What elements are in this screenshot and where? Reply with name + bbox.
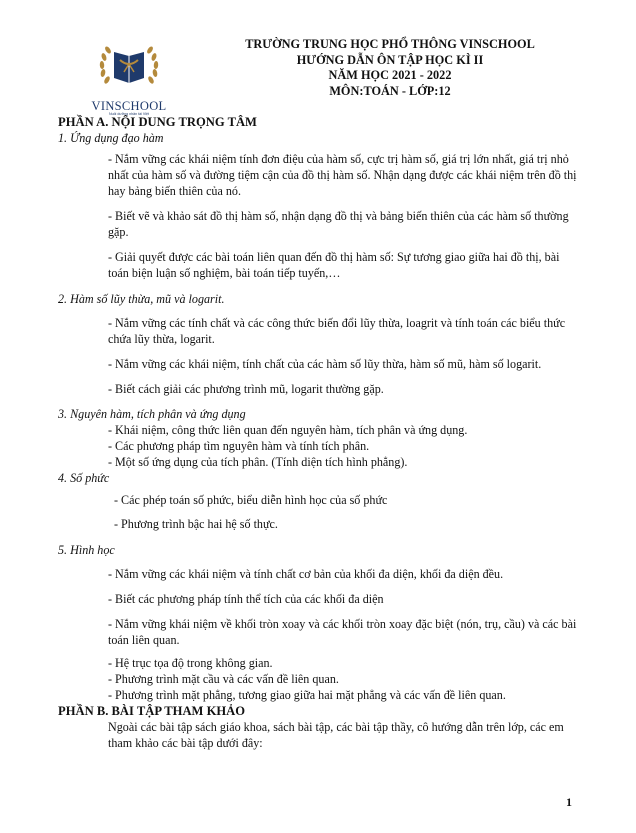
part-b-intro: Ngoài các bài tập sách giáo khoa, sách bài tập, các bài tập thầy, cô hướng dẫn trên lớp, các em tham khảo các bài tập dưới đây:	[108, 720, 564, 750]
list-item: - Nắm vững các khái niệm, tính chất của các hàm số lũy thừa, hàm số mũ, hàm số logarit.	[108, 357, 542, 371]
logo-text: VINSCHOOL	[91, 99, 167, 113]
list-item: - Biết các phương pháp tính thể tích của các khối đa diện	[108, 592, 384, 606]
list-item: - Biết vẽ và khảo sát đồ thị hàm số, nhận dạng đồ thị và bảng biến thiên của các hàm số thường gặp.	[108, 209, 569, 239]
list-item: - Phương trình bậc hai hệ số thực.	[114, 517, 278, 531]
list-item: - Nắm vững các tính chất và các công thức biến đổi lũy thừa, loagrit và tính toán các biểu thức chứa lũy thừa, logarit.	[108, 316, 566, 346]
section-title: 1. Ứng dụng đạo hàm	[58, 131, 164, 145]
logo-tagline: Nuôi dưỡng nhân tài Việt	[108, 112, 150, 116]
school-name: TRƯỜNG TRUNG HỌC PHỔ THÔNG VINSCHOOL	[245, 37, 535, 51]
part-a-title: PHẦN A. NỘI DUNG TRỌNG TÂM	[58, 115, 257, 129]
part-b-title: PHẦN B. BÀI TẬP THAM KHẢO	[58, 704, 246, 718]
list-item: - Một số ứng dụng của tích phân. (Tính diện tích hình phẳng).	[108, 455, 408, 469]
list-item: - Phương trình mặt cầu và các vấn đề liên quan.	[108, 672, 339, 686]
school-year: NĂM HỌC 2021 - 2022	[328, 68, 452, 82]
list-item: - Giải quyết được các bài toán liên quan đến đồ thị hàm số: Sự tương giao giữa hai đồ thị, bài toán biện luận số nghiệm, bài toán tiếp tuyến,…	[108, 250, 560, 280]
list-item: - Biết cách giải các phương trình mũ, logarit thường gặp.	[108, 382, 384, 396]
vinschool-crest-icon	[94, 38, 164, 106]
list-item: - Nắm vững khái niệm về khối tròn xoay và các khối tròn xoay đặc biệt (nón, trụ, cầu) và các bài toán liên quan.	[108, 617, 577, 647]
list-item: - Khái niệm, công thức liên quan đến nguyên hàm, tích phân và ứng dụng.	[108, 423, 468, 437]
subject-grade: MÔN:TOÁN - LỚP:12	[329, 83, 451, 98]
list-item: - Hệ trục tọa độ trong không gian.	[108, 656, 273, 670]
document-body	[58, 114, 583, 751]
vinschool-logo	[94, 38, 164, 106]
section-title: 4. Số phức	[58, 471, 110, 485]
list-item: - Nắm vững các khái niệm tính đơn điệu của hàm số, cực trị hàm số, giá trị lớn nhất, giá trị nhỏ nhất của hàm số và đường tiệm cận của đồ thị hàm số. Nhận dạng được các khái niệm trên đồ thị hay bảng biến thiên của nó.	[108, 152, 577, 198]
section-title: 2. Hàm số lũy thừa, mũ và logarit.	[58, 292, 225, 306]
list-item: - Phương trình mặt phẳng, tương giao giữa hai mặt phẳng và các vấn đề liên quan.	[108, 688, 506, 702]
document-header	[180, 37, 600, 99]
section-title: 3. Nguyên hàm, tích phân và ứng dụng	[58, 407, 246, 421]
list-item: - Nắm vững các khái niệm và tính chất cơ bản của khối đa diện, khối đa diện đều.	[108, 567, 504, 581]
list-item: - Các phương pháp tìm nguyên hàm và tính tích phân.	[108, 439, 370, 453]
list-item: - Các phép toán số phức, biểu diễn hình học của số phức	[114, 493, 388, 507]
section-title: 5. Hình học	[58, 543, 115, 557]
page-number: 1	[566, 795, 572, 809]
guide-title: HƯỚNG DẪN ÔN TẬP HỌC KÌ II	[296, 52, 484, 67]
